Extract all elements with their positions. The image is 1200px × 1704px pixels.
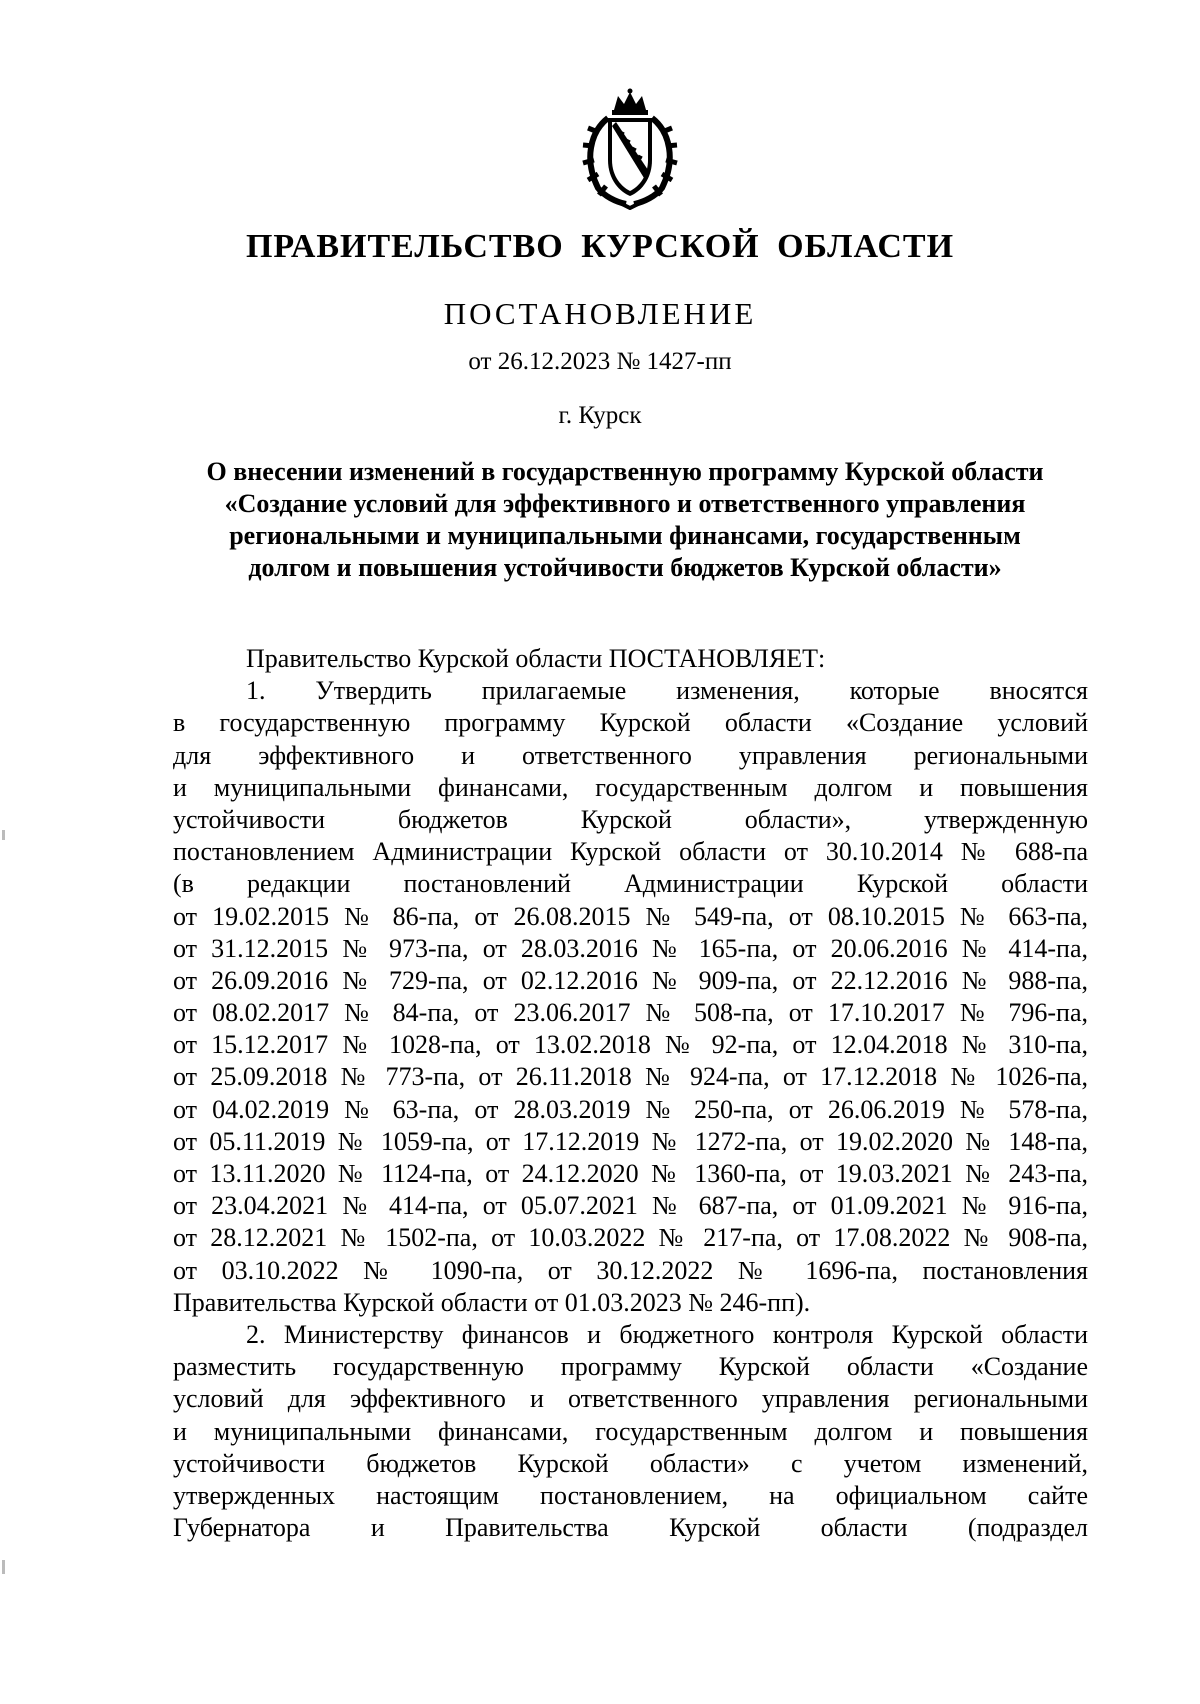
scan-edge-mark (2, 830, 5, 840)
body-line: от 28.12.2021 № 1502-па, от 10.03.2022 № 217-па, от 17.08.2022 № 908-па, (173, 1223, 1088, 1253)
body-line: от 19.02.2015 № 86-па, от 26.08.2015 № 549-па, от 08.10.2015 № 663-па, (173, 901, 1088, 931)
document-type: ПОСТАНОВЛЕНИЕ (443, 296, 757, 331)
body-line: от 25.09.2018 № 773-па, от 26.11.2018 № 924-па, от 17.12.2018 № 1026-па, (173, 1062, 1088, 1092)
body-line: 2. Министерству финансов и бюджетного контроля Курской области (246, 1319, 1088, 1349)
body-line: в государственную программу Курской области «Создание условий (173, 708, 1088, 738)
body-line: от 13.11.2020 № 1124-па, от 24.12.2020 № 1360-па, от 19.03.2021 № 243-па, (173, 1159, 1088, 1188)
subject-line: «Создание условий для эффективного и ответственного управления (224, 489, 1026, 518)
body-line: от 26.09.2016 № 729-па, от 02.12.2016 № 909-па, от 22.12.2016 № 988-па, (173, 965, 1088, 995)
body-line: от 08.02.2017 № 84-па, от 23.06.2017 № 508-па, от 17.10.2017 № 796-па, (173, 998, 1088, 1028)
body-line: устойчивости бюджетов Курской области», утвержденную (173, 804, 1088, 834)
body-line: (в редакции постановлений Администрации Курской области (173, 869, 1088, 899)
body-line: условий для эффективного и ответственного управления региональными (173, 1384, 1088, 1414)
subject-line: региональными и муниципальными финансами, государственным (229, 521, 1021, 550)
body-line: от 15.12.2017 № 1028-па, от 13.02.2018 № 92-па, от 12.04.2018 № 310-па, (173, 1030, 1088, 1060)
body-line: Правительства Курской области от 01.03.2023 № 246-пп). (173, 1287, 811, 1317)
body-line: 1. Утвердить прилагаемые изменения, которые вносятся (246, 676, 1088, 706)
document-subject (160, 456, 1090, 584)
kursk-coat-of-arms-icon (568, 88, 692, 210)
document-body (173, 643, 1088, 1544)
subject-line: долгом и повышения устойчивости бюджетов Курской области» (248, 553, 1002, 582)
body-line: Правительство Курской области ПОСТАНОВЛЯЕТ: (246, 644, 826, 673)
body-line: и муниципальными финансами, государственным долгом и повышения (173, 1416, 1088, 1446)
document-city: г. Курск (558, 402, 642, 429)
body-line: разместить государственную программу Курской области «Создание (173, 1352, 1088, 1382)
body-line: утвержденных настоящим постановлением, на официальном сайте (173, 1480, 1088, 1510)
body-line: и муниципальными финансами, государственным долгом и повышения (173, 772, 1088, 802)
body-line: от 04.02.2019 № 63-па, от 28.03.2019 № 250-па, от 26.06.2019 № 578-па, (173, 1094, 1088, 1124)
body-line: Губернатора и Правительства Курской области (подраздел (173, 1513, 1088, 1543)
body-line: устойчивости бюджетов Курской области» с учетом изменений, (173, 1448, 1088, 1478)
document-number: от 26.12.2023 № 1427-пп (468, 348, 732, 375)
body-line: от 23.04.2021 № 414-па, от 05.07.2021 № 687-па, от 01.09.2021 № 916-па, (173, 1191, 1088, 1221)
scan-edge-mark (2, 1560, 5, 1574)
body-line: от 31.12.2015 № 973-па, от 28.03.2016 № 165-па, от 20.06.2016 № 414-па, (173, 933, 1088, 963)
authority-title: ПРАВИТЕЛЬСТВО КУРСКОЙ ОБЛАСТИ (245, 228, 955, 265)
subject-line: О внесении изменений в государственную программу Курской области (206, 457, 1044, 486)
body-line: от 03.10.2022 № 1090-па, от 30.12.2022 № 1696-па, постановления (173, 1255, 1088, 1285)
body-line: для эффективного и ответственного управления региональными (173, 740, 1088, 770)
body-line: постановлением Администрации Курской области от 30.10.2014 № 688-па (173, 837, 1088, 867)
body-line: от 05.11.2019 № 1059-па, от 17.12.2019 № 1272-па, от 19.02.2020 № 148-па, (173, 1126, 1088, 1156)
